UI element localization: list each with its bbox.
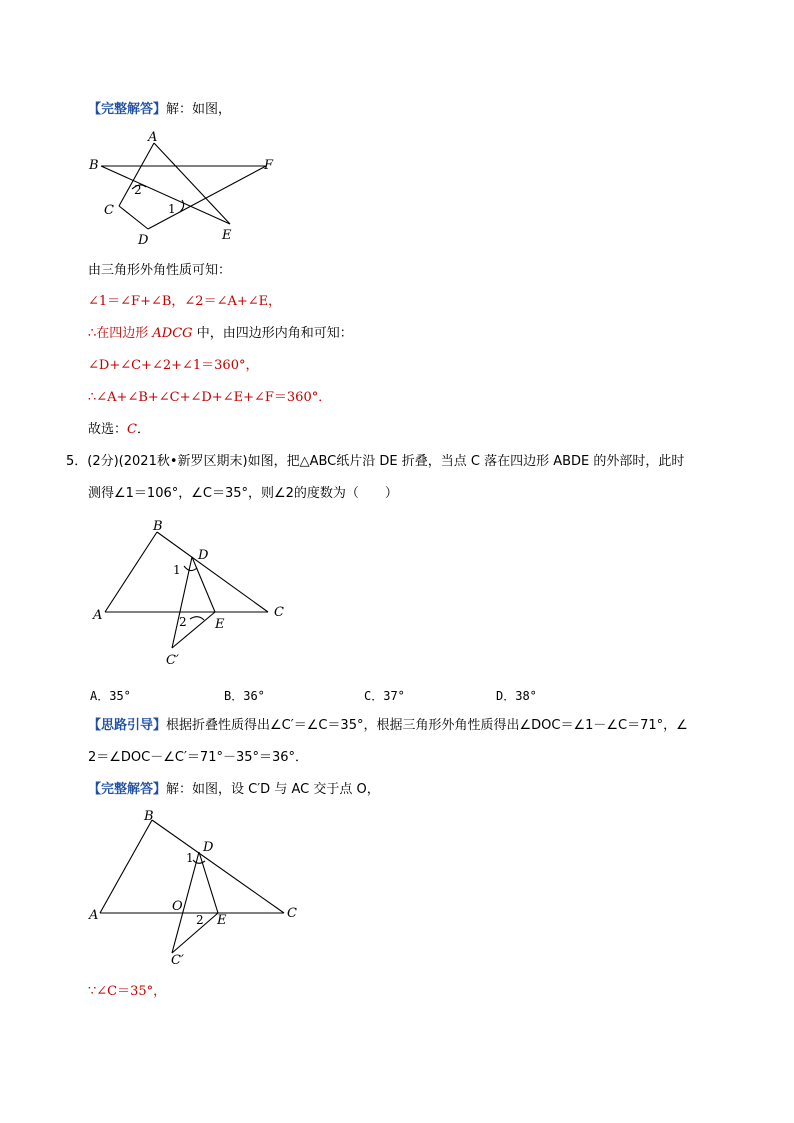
- angle-label-2: 2: [196, 913, 204, 927]
- label-C: C: [274, 605, 284, 620]
- figure-star-hexagon: [80, 125, 290, 250]
- given-angle-c: ∵∠C＝35°，: [88, 984, 167, 999]
- label-D: D: [203, 840, 214, 855]
- complete-answer-label: 【完整解答】: [88, 782, 167, 797]
- label-F: F: [264, 158, 274, 173]
- quadrilateral-statement: [88, 325, 353, 343]
- angle-label-1: 1: [168, 202, 176, 216]
- label-E: E: [215, 617, 225, 632]
- therefore-prefix: ∴在四边形: [88, 326, 153, 341]
- answer-prefix: 故选：: [88, 422, 128, 437]
- solution2-intro: 解：如图，设 C′D 与 AC 交于点 O，: [166, 782, 380, 797]
- label-E: E: [222, 228, 232, 243]
- hint-line1: [88, 717, 688, 735]
- answer-suffix: ．: [136, 422, 150, 437]
- angle-label-2: 2: [134, 183, 142, 197]
- label-B: B: [89, 158, 99, 173]
- hint-line2: 2＝∠DOC－∠C′＝71°－35°＝36°．: [88, 750, 309, 765]
- figure-folded-triangle-with-o: [88, 806, 303, 971]
- label-D: D: [198, 548, 209, 563]
- label-B: B: [144, 809, 154, 824]
- angle-label-2: 2: [179, 615, 187, 629]
- equation-angle1-angle2: ∠1＝∠F+∠B，∠2＝∠A+∠E，: [88, 294, 282, 309]
- label-A: A: [89, 908, 99, 923]
- label-A: A: [148, 130, 158, 145]
- angle-label-1: 1: [173, 563, 181, 577]
- equation-sum-360: ∠D+∠C+∠2+∠1＝360°，: [88, 358, 259, 373]
- label-C-prime: C′: [171, 953, 184, 968]
- label-C-prime: C′: [166, 653, 179, 668]
- figure-folded-triangle: [88, 513, 298, 673]
- angle-label-1: 1: [186, 851, 194, 865]
- answer-choice: C: [127, 422, 137, 437]
- question-5-line2: 测得∠1＝106°，∠C＝35°，则∠2的度数为（ ）: [88, 486, 398, 501]
- option-c[interactable]: C．37°: [364, 689, 405, 703]
- question-5-line1: 5．(2分)(2021秋•新罗区期末)如图，把△ABC纸片沿 DE 折叠，当点 C 落在四边形 ABDE 的外部时，此时: [66, 454, 685, 469]
- label-A: A: [93, 608, 103, 623]
- exterior-angle-statement: 由三角形外角性质可知：: [88, 263, 232, 278]
- quadrilateral-name: ADCG: [152, 326, 193, 341]
- hint-label: 【思路引导】: [88, 718, 167, 733]
- equation-conclusion: ∴∠A+∠B+∠C+∠D+∠E+∠F＝360°．: [88, 390, 332, 405]
- label-O: O: [172, 899, 183, 914]
- label-C: C: [104, 203, 114, 218]
- solution2-heading: [88, 781, 380, 799]
- solution-heading: [88, 101, 231, 119]
- quadrilateral-suffix: 中，由四边形内角和可知：: [192, 326, 353, 341]
- hint-text: 根据折叠性质得出∠C′＝∠C＝35°，根据三角形外角性质得出∠DOC＝∠1－∠C＝71°，∠: [166, 718, 688, 733]
- option-b[interactable]: B．36°: [224, 689, 265, 703]
- label-D: D: [138, 233, 149, 248]
- option-d[interactable]: D．38°: [496, 689, 537, 703]
- answer-line: [88, 421, 150, 439]
- solution-intro: 解：如图，: [166, 102, 232, 117]
- option-a[interactable]: A．35°: [90, 689, 131, 703]
- label-C: C: [287, 906, 297, 921]
- complete-answer-label: 【完整解答】: [88, 102, 167, 117]
- label-E: E: [217, 913, 227, 928]
- label-B: B: [153, 519, 163, 534]
